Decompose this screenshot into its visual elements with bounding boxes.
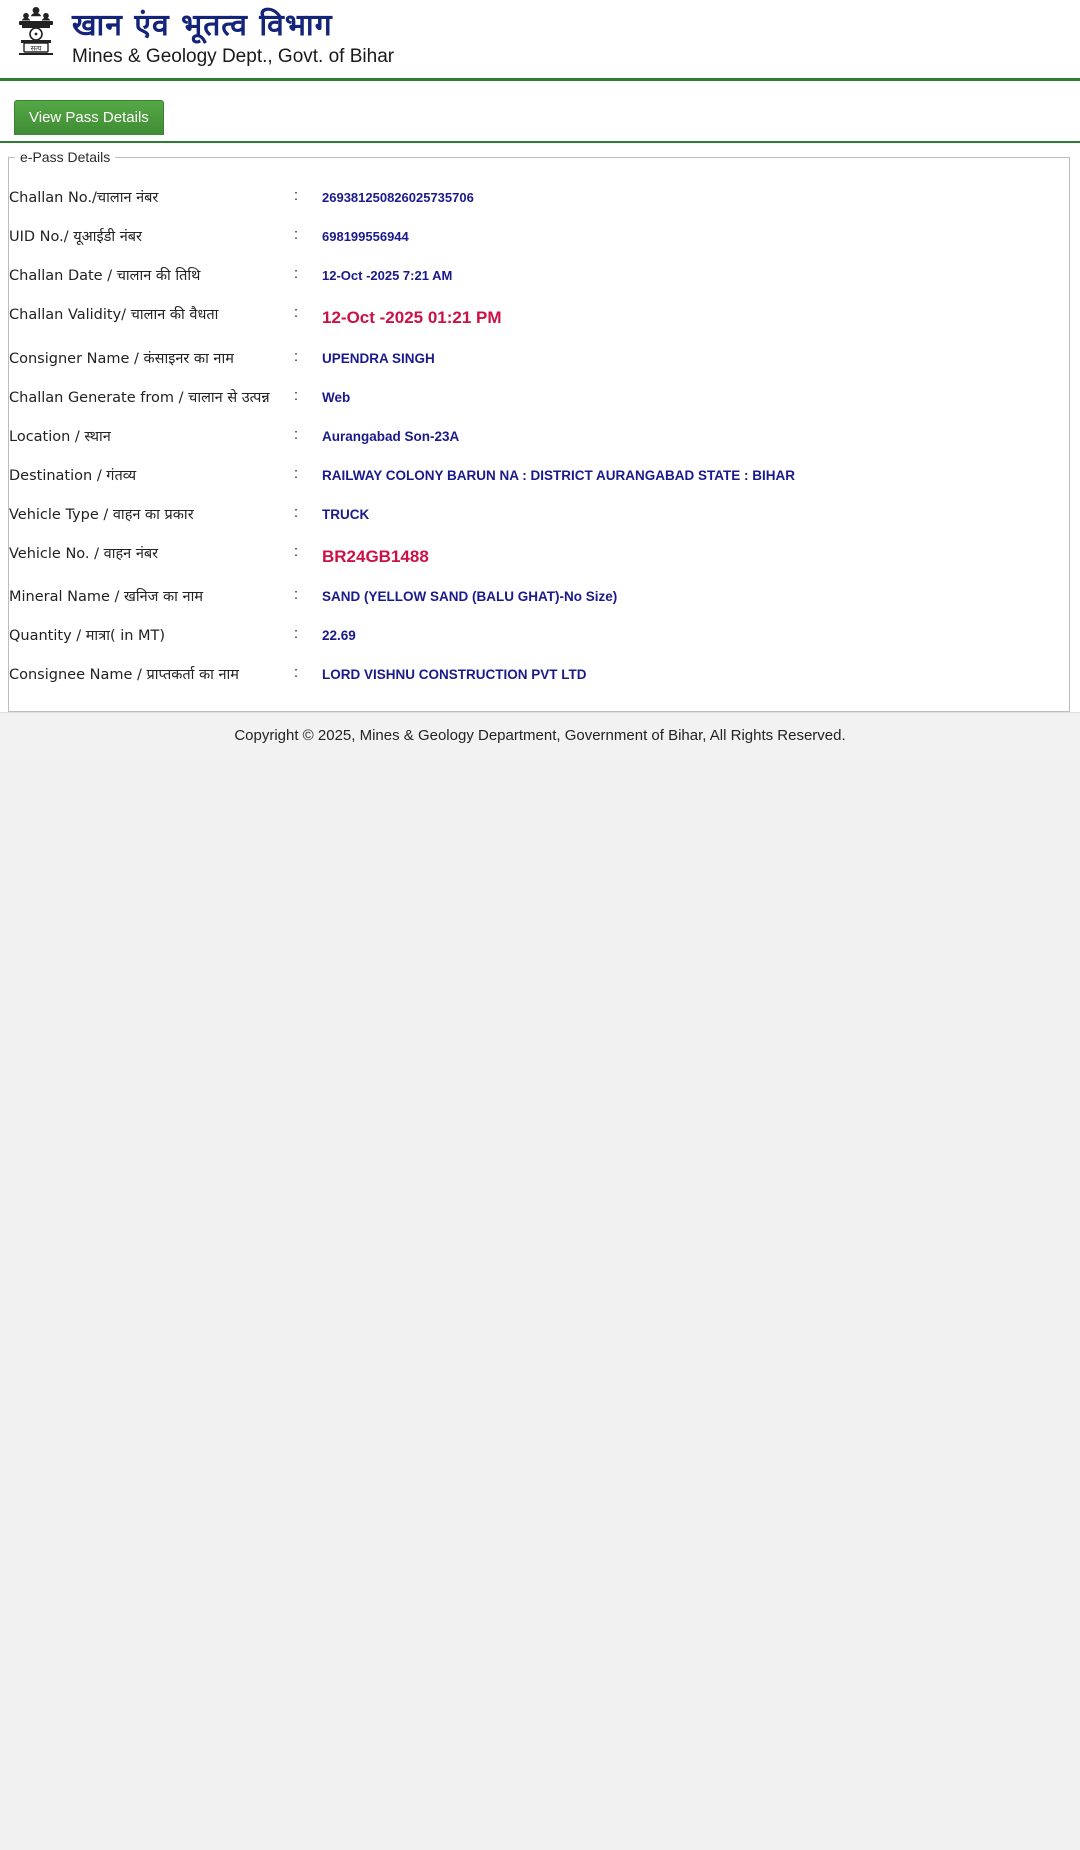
- table-row: [9, 656, 1069, 695]
- row-value-vehicle-no: BR24GB1488: [322, 546, 429, 566]
- site-title-hindi: खान एंव भूतत्व विभाग: [72, 7, 333, 43]
- row-colon: :: [294, 348, 299, 365]
- table-row: [9, 418, 1069, 457]
- table-row: [9, 218, 1069, 257]
- row-label-uid-no: UID No./ यूआईडी नंबर: [9, 229, 142, 246]
- row-value-location: Aurangabad Son-23A: [322, 428, 460, 444]
- site-header: [0, 0, 1080, 78]
- table-row: [9, 496, 1069, 535]
- row-label-vehicle-type: Vehicle Type / वाहन का प्रकार: [9, 506, 194, 523]
- site-title-english: Mines & Geology Dept., Govt. of Bihar: [72, 46, 395, 68]
- row-label-challan-validity: Challan Validity/ चालान की वैधता: [9, 307, 219, 324]
- row-label-challan-date: Challan Date / चालान की तिथि: [9, 268, 201, 285]
- row-label-vehicle-no: Vehicle No. / वाहन नंबर: [9, 545, 159, 562]
- tab-view-pass-details[interactable]: View Pass Details: [14, 100, 164, 135]
- row-label-destination: Destination / गंतव्य: [9, 467, 137, 484]
- row-value-destination: RAILWAY COLONY BARUN NA : DISTRICT AURANGABAD STATE : BIHAR: [322, 467, 796, 483]
- row-colon: :: [294, 665, 299, 682]
- row-value-challan-no: 269381250826025735706: [322, 190, 474, 205]
- table-row: [9, 578, 1069, 617]
- table-row: [9, 535, 1069, 579]
- table-row: [9, 379, 1069, 418]
- row-label-mineral-name: Mineral Name / खनिज का नाम: [9, 589, 204, 606]
- tab-bar: [0, 81, 1080, 143]
- row-value-mineral-name: SAND (YELLOW SAND (BALU GHAT)-No Size): [322, 589, 618, 605]
- table-row: [9, 257, 1069, 296]
- row-label-challan-no: Challan No./चालान नंबर: [9, 190, 159, 206]
- ashoka-emblem-icon: [10, 3, 62, 75]
- row-label-consigner-name: Consigner Name / कंसाइनर का नाम: [9, 350, 234, 367]
- row-value-consigner-name: UPENDRA SINGH: [322, 350, 435, 366]
- table-row: [9, 340, 1069, 379]
- header-titles: [72, 9, 394, 69]
- footer-copyright: Copyright © 2025, Mines & Geology Department, Government of Bihar, All Rights Reserved.: [0, 712, 1080, 760]
- row-colon: :: [294, 266, 299, 283]
- row-label-challan-generate-from: Challan Generate from / चालान से उत्पन्न: [9, 389, 270, 406]
- row-label-quantity: Quantity / मात्रा( in MT): [9, 628, 166, 645]
- row-value-vehicle-type: TRUCK: [322, 506, 370, 522]
- row-value-quantity: 22.69: [322, 628, 356, 644]
- row-label-location: Location / स्थान: [9, 428, 111, 445]
- table-row: [9, 457, 1069, 496]
- row-colon: :: [294, 305, 299, 322]
- row-value-challan-validity: 12-Oct -2025 01:21 PM: [322, 308, 502, 328]
- row-value-uid-no: 698199556944: [322, 229, 409, 245]
- row-colon: :: [294, 188, 299, 204]
- row-value-challan-generate-from: Web: [322, 389, 351, 405]
- row-colon: :: [294, 426, 299, 443]
- table-row: [9, 617, 1069, 656]
- row-colon: :: [294, 543, 299, 560]
- tab-underline: [0, 141, 1080, 143]
- row-colon: :: [294, 626, 299, 643]
- row-label-consignee-name: Consignee Name / प्राप्तकर्ता का नाम: [9, 667, 239, 684]
- row-colon: :: [294, 504, 299, 521]
- epass-details-legend: e-Pass Details: [20, 149, 111, 165]
- table-row: [9, 296, 1069, 340]
- epass-details-table: [9, 179, 1069, 695]
- row-value-consignee-name: LORD VISHNU CONSTRUCTION PVT LTD: [322, 667, 587, 683]
- page-background-fill: [0, 760, 1080, 1850]
- epass-details-panel: [8, 149, 1070, 712]
- row-colon: :: [294, 227, 299, 244]
- row-colon: :: [294, 587, 299, 604]
- svg-text:सत्य: सत्य: [30, 44, 42, 53]
- row-colon: :: [294, 465, 299, 482]
- row-colon: :: [294, 387, 299, 404]
- row-value-challan-date: 12-Oct -2025 7:21 AM: [322, 268, 453, 284]
- table-row: [9, 179, 1069, 218]
